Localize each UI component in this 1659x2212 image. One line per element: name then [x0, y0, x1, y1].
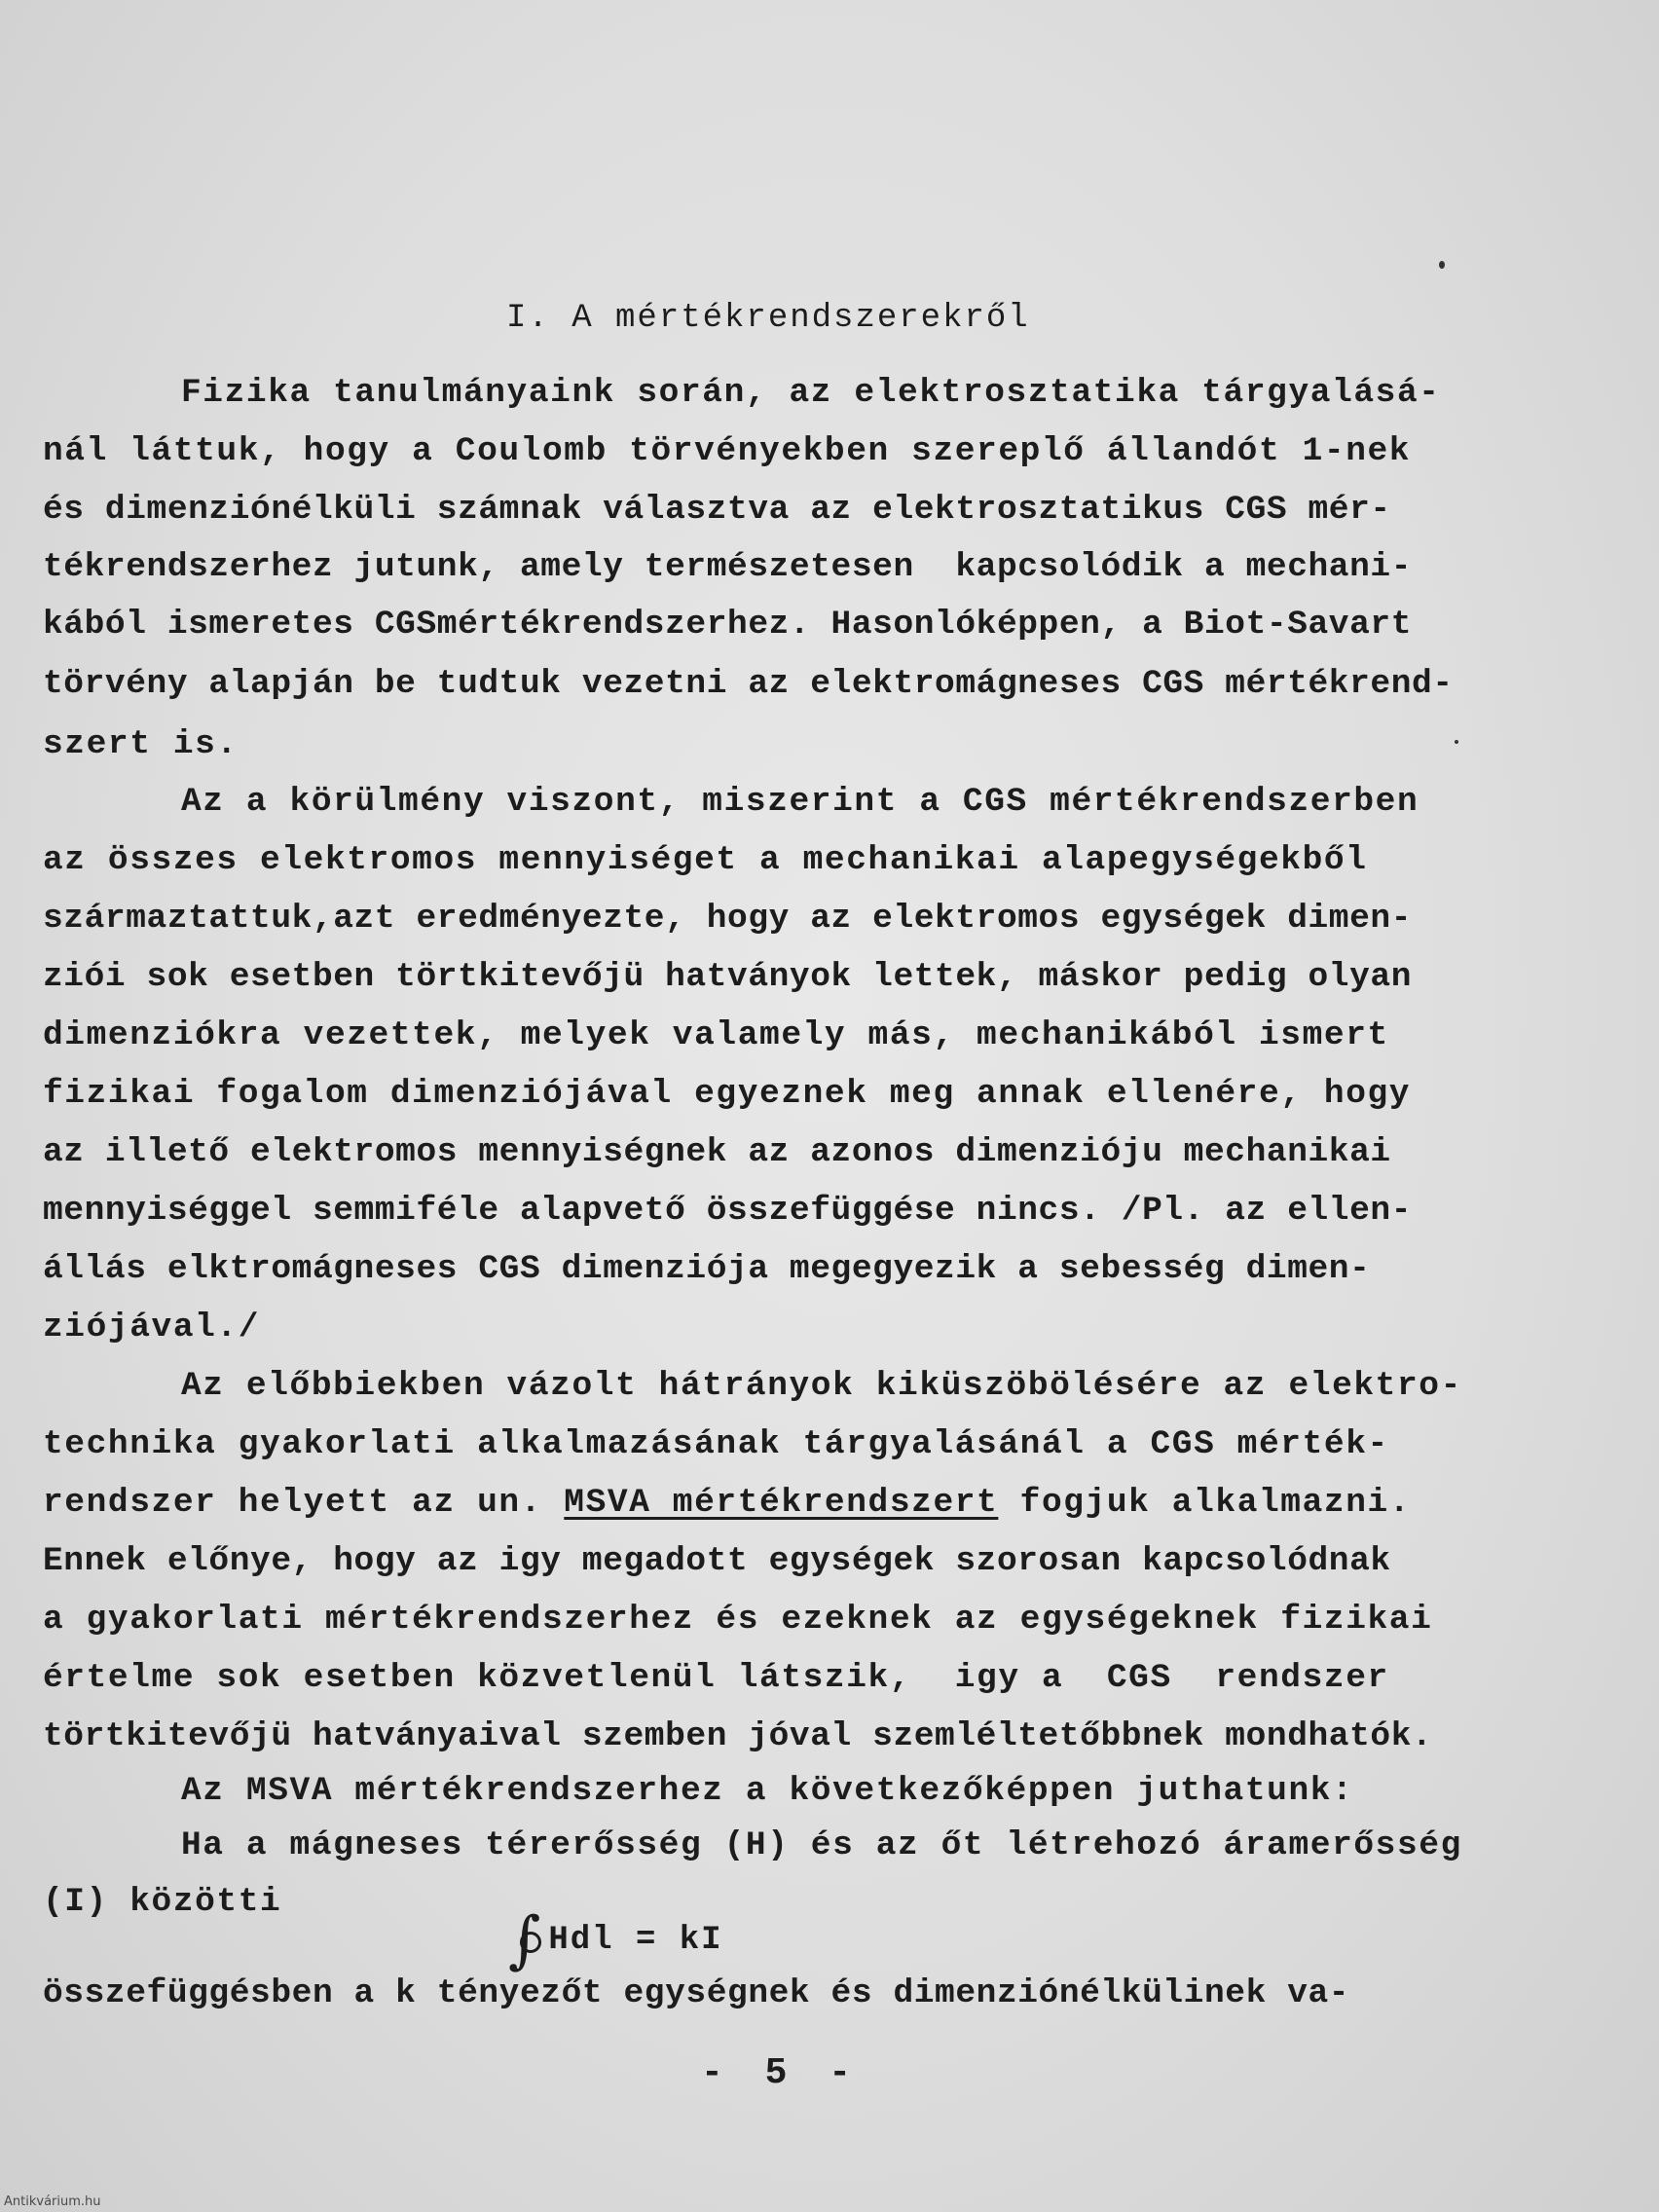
- text-line: Ennek előnye, hogy az igy megadott egységek szorosan kapcsolódnak: [43, 1542, 1391, 1580]
- text-line: technika gyakorlati alkalmazásának tárgyalásánál a CGS mérték-: [43, 1425, 1389, 1463]
- underlined-term: MSVA mértékrendszert: [564, 1484, 999, 1522]
- formula-text: Hdl = kI: [548, 1922, 723, 1959]
- text-line: Fizika tanulmányaink során, az elektrosztatika tárgyalásá-: [181, 374, 1441, 412]
- text-line: Az a körülmény viszont, miszerint a CGS mértékrendszerben: [181, 783, 1419, 821]
- text-line: az illető elektromos mennyiségnek az azonos dimenzióju mechanikai: [43, 1133, 1391, 1171]
- text-line: (I) közötti: [43, 1883, 282, 1921]
- formula: [508, 1906, 723, 1974]
- text-line: származtattuk,azt eredményezte, hogy az elektromos egységek dimen-: [43, 900, 1413, 938]
- text-line: Az előbbiekben vázolt hátrányok kiküszöbölésére az elektro-: [181, 1367, 1462, 1405]
- page-number: - 5 -: [701, 2052, 862, 2094]
- text-line: tékrendszerhez jutunk, amely természetesen kapcsolódik a mechani-: [43, 548, 1413, 586]
- watermark: Antikvárium.hu: [4, 2194, 101, 2209]
- text-line: értelme sok esetben közvetlenül látszik, igy a CGS rendszer: [43, 1659, 1389, 1697]
- text-line: törtkitevőjü hatványaival szemben jóval szemléltetőbbnek mondhatók.: [43, 1717, 1433, 1755]
- contour-integral-icon: ∫: [508, 1904, 543, 1976]
- text-line: kából ismeretes CGSmértékrendszerhez. Hasonlóképpen, a Biot-Savart: [43, 606, 1413, 644]
- text-line: fizikai fogalom dimenziójával egyeznek meg annak ellenére, hogy: [43, 1075, 1412, 1113]
- text-line: a gyakorlati mértékrendszerhez és ezeknek az egységeknek fizikai: [43, 1601, 1433, 1639]
- text-line: Ha a mágneses térerősség (H) és az őt létrehozó áramerősség: [181, 1826, 1462, 1864]
- ink-speck: [1455, 740, 1458, 744]
- text-line: dimenziókra vezettek, melyek valamely más, mechanikából ismert: [43, 1016, 1389, 1054]
- text-line: Az MSVA mértékrendszerhez a következőképpen juthatunk:: [181, 1772, 1354, 1810]
- ink-speck: [1439, 261, 1445, 269]
- text-line: és dimenziónélküli számnak választva az elektrosztatikus CGS mér-: [43, 491, 1391, 529]
- text-line: rendszer helyett az un. MSVA mértékrendszert fogjuk alkalmazni.: [43, 1484, 1412, 1522]
- text-line: összefüggésben a k tényezőt egységnek és dimenziónélkülinek va-: [43, 1974, 1350, 2012]
- text-line: szert is.: [43, 725, 239, 763]
- section-heading: I. A mértékrendszerekről: [506, 300, 1030, 337]
- text-line: állás elktromágneses CGS dimenziója megegyezik a sebesség dimen-: [43, 1250, 1371, 1288]
- text-line: az összes elektromos mennyiséget a mechanikai alapegységekből: [43, 841, 1368, 879]
- text-line: nál láttuk, hogy a Coulomb törvényekben szereplő állandót 1-nek: [43, 432, 1412, 470]
- text-line: törvény alapján be tudtuk vezetni az elektromágneses CGS mértékrend-: [43, 665, 1454, 703]
- text-line: mennyiséggel semmiféle alapvető összefüggése nincs. /Pl. az ellen-: [43, 1192, 1413, 1230]
- text-line: ziójával./: [43, 1309, 261, 1346]
- text-line: ziói sok esetben törtkitevőjü hatványok lettek, máskor pedig olyan: [43, 958, 1413, 996]
